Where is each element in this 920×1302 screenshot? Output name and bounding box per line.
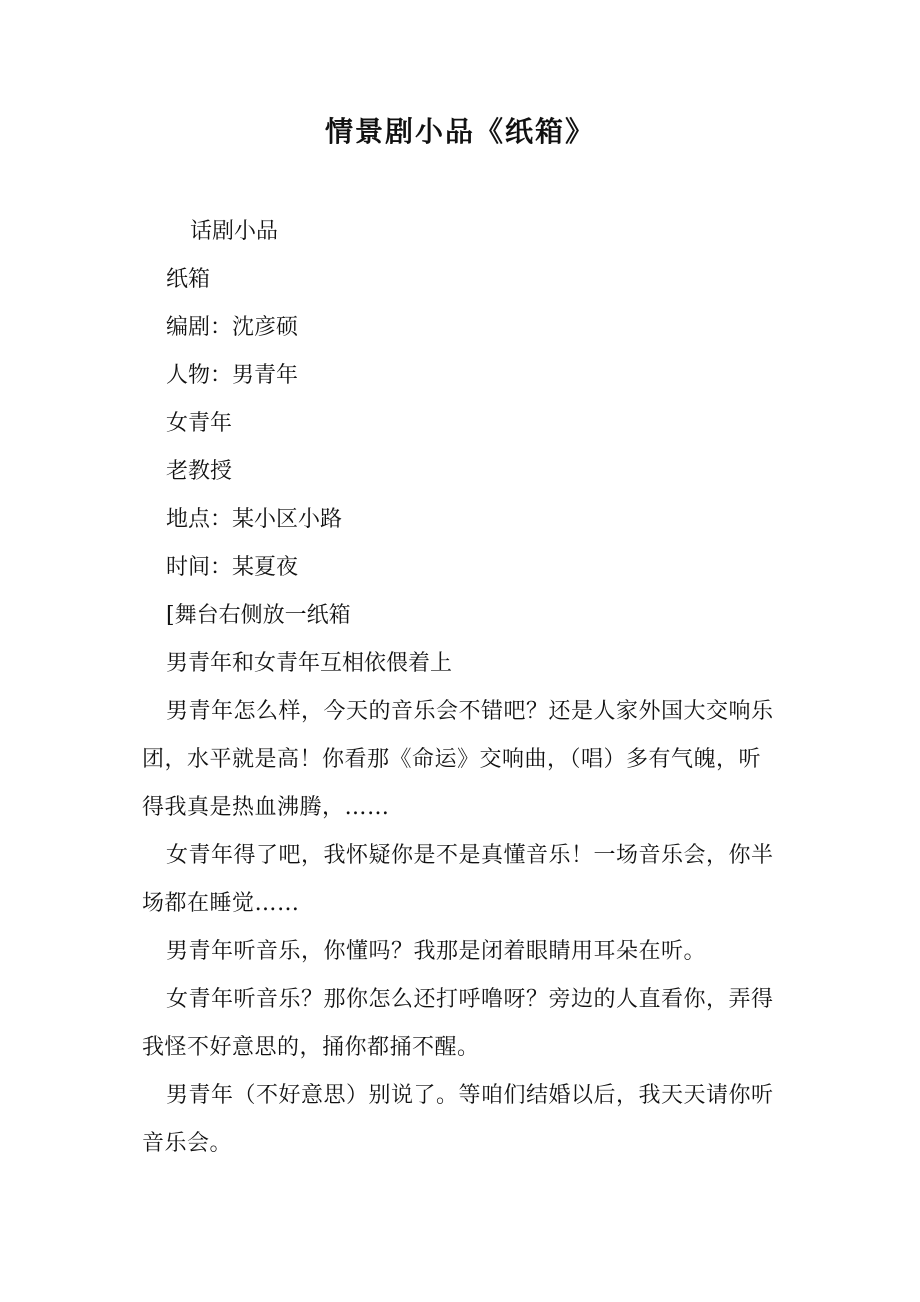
document-title: 情景剧小品《纸箱》 bbox=[324, 115, 595, 148]
header-line-time: 时间：某夏夜 bbox=[166, 555, 299, 580]
header-line-characters: 人物：男青年 bbox=[166, 363, 299, 388]
dialogue-paragraph: 男青年怎么样，今天的音乐会不错吧？还是人家外国大交响乐团，水平就是高！你看那《命运》交响曲，（唱）多有气魄，听得我真是热血沸腾，…… bbox=[142, 699, 774, 820]
dialogue-paragraph: 男青年（不好意思）别说了。等咱们结婚以后，我天天请你听音乐会。 bbox=[142, 1083, 774, 1156]
dialogue-paragraph: 女青年听音乐？那你怎么还打呼噜呀？旁边的人直看你，弄得我怪不好意思的，捅你都捅不醒。 bbox=[142, 987, 774, 1060]
header-line-character-2: 女青年 bbox=[166, 411, 233, 436]
header-line-location: 地点：某小区小路 bbox=[166, 507, 343, 532]
header-line-name: 纸箱 bbox=[166, 267, 211, 292]
stage-direction: [舞台右侧放一纸箱 bbox=[166, 603, 351, 628]
dialogue-paragraph: 女青年得了吧，我怀疑你是不是真懂音乐！一场音乐会，你半场都在睡觉…… bbox=[142, 843, 774, 916]
header-line-genre: 话剧小品 bbox=[190, 219, 279, 244]
header-line-writer: 编剧：沈彦硕 bbox=[166, 315, 299, 340]
dialogue-paragraph: 男青年听音乐，你懂吗？我那是闭着眼睛用耳朵在听。 bbox=[166, 939, 707, 964]
header-line-character-3: 老教授 bbox=[166, 459, 233, 484]
stage-direction-entrance: 男青年和女青年互相依偎着上 bbox=[166, 651, 453, 676]
